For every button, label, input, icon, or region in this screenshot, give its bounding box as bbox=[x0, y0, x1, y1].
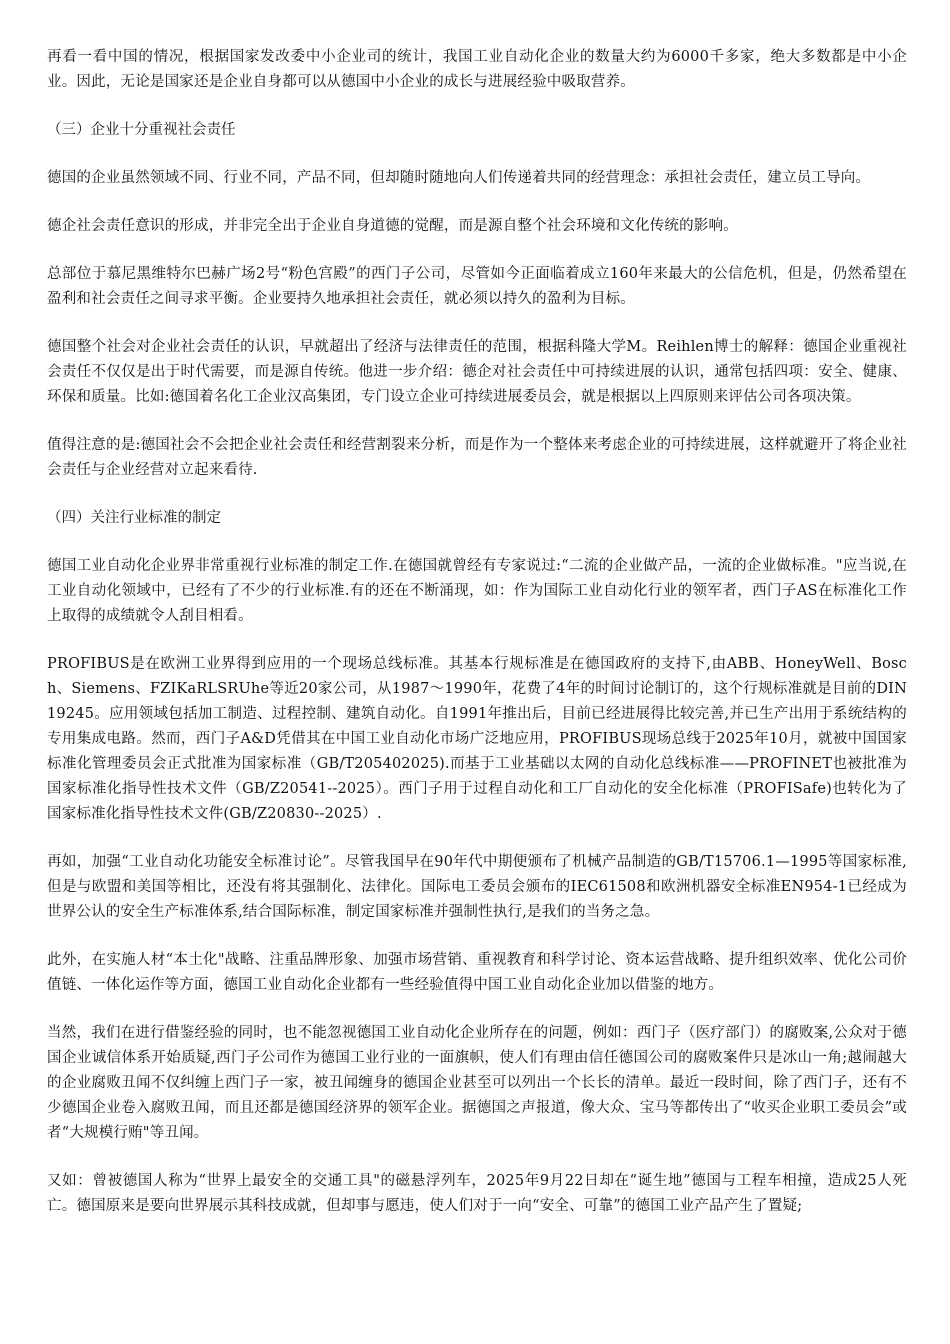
paragraph: 当然，我们在进行借鉴经验的同时，也不能忽视德国工业自动化企业所存在的问题，例如：西门子（医疗部门）的腐败案,公众对于德国企业诚信体系开始质疑,西门子公司作为德国工业行业的一面旗帜，使人们有理由信任德国公司的腐败案件只是冰山一角;越闹越大的企业腐败丑闻不仅纠缠上西门子一家，被丑闻缠身的德国企业甚至可以列出一个长长的清单。最近一段时间，除了西门子，还有不少德国企业卷入腐败丑闻，而且还都是德国经济界的领军企业。据德国之声报道，像大众、宝马等都传出了“收买企业职工委员会”或者“大规模行贿"等丑闻。 bbox=[47, 1025, 907, 1141]
paragraph: 总部位于慕尼黑维特尔巴赫广场2号“粉色宫殿”的西门子公司，尽管如今正面临着成立160年来最大的公信危机，但是，仍然希望在盈利和社会责任之间寻求平衡。企业要持久地承担社会责任，就必须以持久的盈利为目标。 bbox=[47, 266, 907, 307]
paragraph: 又如：曾被德国人称为“世界上最安全的交通工具"的磁悬浮列车，2025年9月22日却在“诞生地”德国与工程车相撞，造成25人死亡。德国原来是要向世界展示其科技成就，但却事与愿违，使人们对于一向“安全、可靠”的德国工业产品产生了置疑; bbox=[47, 1173, 907, 1214]
paragraph: 德企社会责任意识的形成，并非完全出于企业自身道德的觉醒，而是源自整个社会环境和文化传统的影响。 bbox=[47, 218, 738, 234]
paragraph: 德国的企业虽然领域不同、行业不同，产品不同，但却随时随地向人们传递着共同的经营理念：承担社会责任，建立员工导向。 bbox=[47, 170, 871, 186]
paragraph: 再看一看中国的情况，根据国家发改委中小企业司的统计，我国工业自动化企业的数量大约为6000千多家，绝大多数都是中小企业。因此，无论是国家还是企业自身都可以从德国中小企业的成长与进展经验中吸取营养。 bbox=[47, 49, 907, 90]
section-heading: （四）关注行业标准的制定 bbox=[47, 510, 221, 526]
document-page bbox=[47, 45, 907, 1242]
paragraph: 值得注意的是:德国社会不会把企业社会责任和经营割裂来分析，而是作为一个整体来考虑企业的可持续进展，这样就避开了将企业社会责任与企业经营对立起来看待. bbox=[47, 437, 907, 478]
paragraph: 此外，在实施人材“本土化"战略、注重品牌形象、加强市场营销、重视教育和科学讨论、资本运营战略、提升组织效率、优化公司价值链、一体化运作等方面，德国工业自动化企业都有一些经验值得中国工业自动化企业加以借鉴的地方。 bbox=[47, 952, 907, 993]
paragraph: 再如，加强“工业自动化功能安全标准讨论”。尽管我国早在90年代中期便颁布了机械产品制造的GB/T15706.1—1995等国家标准,但是与欧盟和美国等相比，还没有将其强制化、法律化。国际电工委员会颁布的IEC61508和欧洲机器安全标准EN954-1已经成为世界公认的安全生产标准体系,结合国际标准，制定国家标准并强制性执行,是我们的当务之急。 bbox=[47, 854, 907, 920]
paragraph: 德国整个社会对企业社会责任的认识，早就超出了经济与法律责任的范围，根据科隆大学M。Reihlen博士的解释：德国企业重视社会责任不仅仅是出于时代需要，而是源自传统。他进一步介绍：德企对社会责任中可持续进展的认识，通常包括四项：安全、健康、环保和质量。比如:德国着名化工企业汉高集团，专门设立企业可持续进展委员会，就是根据以上四原则来评估公司各项决策。 bbox=[47, 339, 907, 405]
paragraph: PROFIBUS是在欧洲工业界得到应用的一个现场总线标准。其基本行规标准是在德国政府的支持下,由ABB、HoneyWell、Bosch、Siemens、FZIKaRLSRUhe等近20家公司，从1987～1990年，花费了4年的时间讨论制订的，这个行规标准就是目前的DIN19245。应用领域包括加工制造、过程控制、建筑自动化。自1991年推出后，目前已经进展得比较完善,并已生产出用于系统结构的专用集成电路。然而，西门子A&D凭借其在中国工业自动化市场广泛地应用，PROFIBUS现场总线于2025年10月，就被中国国家标准化管理委员会正式批准为国家标准（GB/T205402025).而基于工业基础以太网的自动化总线标准——PROFINET也被批准为国家标准化指导性技术文件（GB/Z20541--2025）。西门子用于过程自动化和工厂自动化的安全化标准（PROFISafe)也转化为了国家标准化指导性技术文件(GB/Z20830--2025）. bbox=[47, 656, 907, 822]
section-heading: （三）企业十分重视社会责任 bbox=[47, 122, 236, 138]
paragraph: 德国工业自动化企业界非常重视行业标准的制定工作.在德国就曾经有专家说过:“二流的企业做产品，一流的企业做标准。"应当说,在工业自动化领域中，已经有了不少的行业标准.有的还在不断涌现，如：作为国际工业自动化行业的领军者，西门子AS在标准化工作上取得的成绩就令人刮目相看。 bbox=[47, 558, 907, 624]
